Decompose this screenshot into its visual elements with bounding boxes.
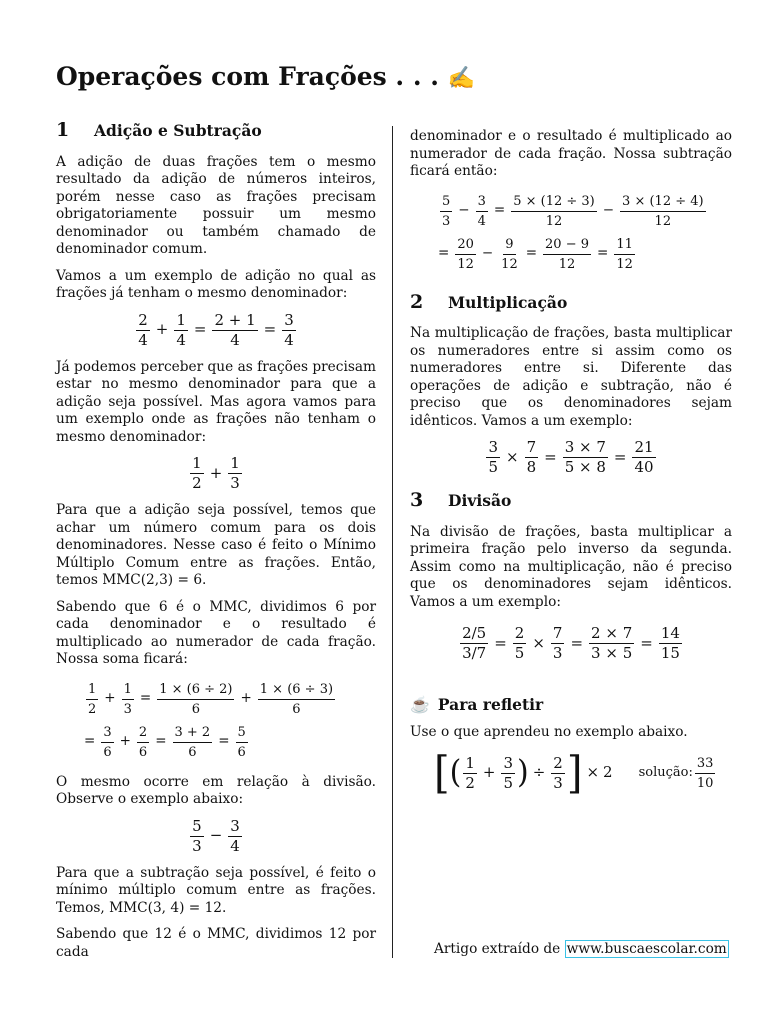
operator: − [209, 826, 223, 845]
fraction [551, 625, 565, 662]
fraction [173, 724, 213, 761]
denominator: 12 [545, 213, 563, 229]
equation-addition-same-denominator [56, 312, 376, 349]
writing-hand-icon: ✍ [447, 66, 476, 91]
operator: + [104, 690, 116, 707]
fraction [137, 724, 149, 761]
equation-division [410, 625, 732, 662]
section-title: Multiplicação [448, 292, 568, 312]
operator: − [481, 245, 494, 262]
numerator: 7 [552, 624, 563, 642]
fraction [513, 625, 527, 662]
fraction [614, 236, 635, 273]
operator: = [193, 320, 207, 339]
section-title: Para refletir [437, 695, 544, 714]
numerator: 5 [192, 816, 202, 835]
fraction [228, 818, 242, 855]
fraction [157, 681, 234, 718]
operator: = [155, 733, 167, 750]
fraction [463, 755, 477, 792]
page-title [56, 62, 475, 91]
operator: + [209, 463, 223, 482]
fraction [174, 312, 188, 349]
operator: ÷ [532, 763, 546, 782]
denominator: 4 [230, 836, 240, 855]
section-number: 1 [56, 119, 70, 141]
numerator: 3 × (12 ÷ 4) [620, 193, 706, 212]
operator: = [544, 447, 557, 466]
denominator: 5 [503, 773, 513, 792]
section-title: Divisão [448, 491, 512, 510]
numerator: 2 [553, 753, 563, 772]
numerator: 2 [138, 310, 148, 329]
operator: = [493, 202, 506, 219]
right-column [410, 128, 732, 803]
denominator: 12 [501, 256, 518, 272]
numerator: 1 × (6 ÷ 3) [258, 681, 335, 700]
numerator: 14 [660, 624, 680, 642]
numerator: 33 [695, 755, 716, 774]
numerator: 3 [230, 816, 240, 835]
section-heading-reflect [410, 696, 732, 714]
column-divider [392, 126, 393, 958]
denominator: 4 [284, 330, 294, 349]
denominator: 3 × 5 [591, 644, 633, 662]
fraction [501, 755, 515, 792]
fraction [440, 193, 452, 230]
operator: + [155, 320, 169, 339]
operator: = [640, 633, 653, 652]
right-paren: ) [517, 754, 529, 791]
numerator: 3 × 7 [564, 438, 606, 456]
fraction [236, 724, 248, 761]
numerator: 1 [192, 454, 202, 472]
multiplier: 2 [603, 763, 613, 782]
denominator: 3 [553, 773, 563, 792]
equation-subtraction-mmc [410, 190, 732, 276]
numerator: 1 [465, 753, 475, 772]
coffee-cup-icon: ☕ [410, 695, 430, 714]
numerator: 5 [236, 724, 248, 743]
operator: = [84, 733, 96, 750]
fraction [258, 681, 335, 718]
denominator: 5 × 8 [564, 458, 606, 476]
fraction [476, 193, 488, 230]
fraction [511, 193, 597, 230]
denominator: 40 [634, 458, 654, 476]
equation-row [438, 193, 708, 230]
operator: + [119, 733, 131, 750]
fraction [563, 439, 608, 476]
denominator: 3 [123, 701, 132, 717]
numerator: 3 + 2 [173, 724, 213, 743]
numerator: 1 [176, 310, 186, 329]
section-number: 3 [410, 489, 424, 511]
fraction [101, 724, 113, 761]
equation-subtraction [56, 818, 376, 855]
operator: − [458, 202, 470, 219]
numerator: 2 + 1 [214, 310, 256, 329]
footer-credit [434, 941, 729, 957]
operator: = [570, 633, 584, 652]
right-bracket: ] [566, 747, 583, 799]
operator: + [240, 690, 252, 707]
numerator: 1 × (6 ÷ 2) [157, 681, 234, 700]
numerator: 5 × (12 ÷ 3) [511, 193, 597, 212]
left-column [56, 119, 376, 970]
paragraph: denominador e o resultado é multiplicado ao numerador de cada fração. Nossa subtração ficará então: [410, 128, 732, 179]
denominator: 6 [191, 701, 200, 717]
fraction [282, 312, 296, 349]
numerator: 7 [526, 438, 537, 456]
denominator: 2 [88, 701, 97, 717]
denominator: 12 [616, 256, 633, 272]
fraction [632, 439, 655, 476]
fraction [122, 681, 134, 718]
numerator: 11 [614, 236, 635, 255]
fraction [212, 312, 257, 349]
numerator: 21 [634, 438, 654, 456]
denominator: 12 [457, 256, 474, 272]
section-heading-3 [410, 489, 732, 511]
fraction [460, 625, 488, 662]
denominator: 5 [514, 644, 525, 662]
denominator: 12 [558, 256, 576, 272]
fraction [589, 625, 634, 662]
denominator: 4 [138, 330, 148, 349]
denominator: 5 [488, 458, 498, 476]
numerator: 1 [86, 681, 98, 700]
denominator: 2 [465, 773, 475, 792]
section-title: Adição e Subtração [94, 121, 262, 140]
fraction [228, 455, 242, 492]
denominator: 6 [138, 744, 148, 760]
paragraph: Já podemos perceber que as frações precisam estar no mesmo denominador para que a adição seja possível. Mas agora vamos para um exemplo onde as frações não tenham o mesmo denominador: [56, 358, 376, 445]
solution-label: solução: [638, 765, 693, 781]
fraction [499, 236, 520, 273]
denominator: 15 [660, 644, 680, 662]
section-heading-1 [56, 119, 376, 141]
section-heading-2 [410, 290, 732, 313]
denominator: 3/7 [462, 644, 487, 662]
paragraph: Sabendo que 6 é o MMC, dividimos 6 por cada denominador e o resultado é multiplicado ao numerador de cada fração. Nossa soma ficará: [56, 598, 376, 667]
numerator: 3 [503, 753, 513, 772]
operator: = [525, 245, 538, 262]
operator: − [602, 202, 615, 219]
operator: × [586, 763, 600, 782]
equation-multiplication [410, 439, 732, 476]
numerator: 9 [503, 236, 515, 255]
solution-fraction [695, 755, 716, 792]
operator: × [505, 447, 519, 466]
equation-row [84, 681, 337, 718]
fraction [190, 818, 204, 855]
paragraph: Para que a adição seja possível, temos que achar um número comum para os dois denominadores. Nesse caso é feito o Mínimo Múltiplo Comum entre as frações. Então, temos MMC(2,3) = 6. [56, 502, 376, 588]
numerator: 3 [488, 438, 498, 456]
fraction [543, 236, 591, 273]
paragraph: Para que a subtração seja possível, é feito o mínimo múltiplo comum entre as frações. Temos, MMC(3, 4) = 12. [56, 864, 376, 916]
paragraph: Na divisão de frações, basta multiplicar a primeira fração pelo inverso da segunda. Assim como na multiplicação, não é preciso que os denominadores sejam idênticos. Vamos a um exemplo: [410, 523, 732, 610]
numerator: 2 [514, 624, 525, 642]
fraction [190, 455, 204, 492]
operator: = [613, 447, 627, 466]
fraction [525, 439, 539, 476]
equation-row [84, 724, 250, 761]
denominator: 3 [192, 836, 202, 855]
denominator: 10 [696, 775, 714, 791]
operator: = [597, 245, 609, 262]
equation-addition-different-denominator [56, 455, 376, 492]
denominator: 6 [188, 744, 197, 760]
paragraph: Use o que aprendeu no exemplo abaixo. [410, 723, 688, 740]
denominator: 3 [442, 213, 451, 229]
numerator: 20 − 9 [543, 236, 591, 255]
numerator: 3 [284, 310, 294, 329]
fraction [455, 236, 476, 273]
numerator: 2/5 [462, 624, 487, 642]
denominator: 3 [552, 644, 563, 662]
numerator: 3 [476, 193, 488, 212]
left-bracket: [ [434, 747, 450, 799]
denominator: 12 [654, 213, 672, 229]
paragraph: Sabendo que 12 é o MMC, dividimos 12 por cada [56, 926, 376, 960]
equation-exercise [410, 747, 732, 799]
operator: = [494, 633, 507, 652]
operator: = [139, 690, 152, 707]
equation-sum-mmc [56, 678, 376, 764]
equation-row [438, 236, 637, 273]
operator: = [263, 320, 277, 339]
fraction [620, 193, 706, 230]
denominator: 2 [192, 474, 202, 492]
fraction [659, 625, 682, 662]
denominator: 6 [237, 744, 246, 760]
denominator: 4 [230, 330, 240, 349]
denominator: 6 [103, 744, 112, 760]
numerator: 20 [455, 236, 476, 255]
denominator: 8 [526, 458, 537, 476]
denominator: 4 [477, 213, 486, 229]
paragraph: Vamos a um exemplo de adição no qual as frações já tenham o mesmo denominador: [56, 267, 376, 301]
fraction [551, 755, 565, 792]
paragraph: O mesmo ocorre em relação à divisão. Observe o exemplo abaixo: [56, 773, 376, 807]
numerator: 2 × 7 [591, 624, 633, 642]
numerator: 2 [137, 724, 149, 743]
section-number: 2 [410, 290, 424, 313]
left-paren: ( [449, 754, 462, 791]
fraction [136, 312, 150, 349]
paragraph: Na multiplicação de frações, basta multiplicar os numeradores entre si assim como os numeradores entre si. Diferente das operações de adição e subtração, não é preciso que os denominadores sejam idênticos. Vamos a um exemplo: [410, 325, 732, 429]
numerator: 3 [101, 724, 113, 743]
fraction [486, 439, 500, 476]
fraction [86, 681, 98, 718]
paragraph: A adição de duas frações tem o mesmo resultado da adição de números inteiros, porém nesse caso as frações precisam obrigatoriamente possuir um mesmo denominador ou também chamado de denominador comum. [56, 153, 376, 257]
operator: = [218, 733, 230, 750]
footer-text: Artigo extraído de [434, 941, 565, 957]
operator: = [438, 245, 450, 262]
numerator: 5 [440, 193, 452, 212]
numerator: 1 [122, 681, 134, 700]
denominator: 6 [292, 701, 301, 717]
denominator: 3 [230, 474, 240, 492]
page-title-text: Operações com Frações . . . [56, 62, 439, 91]
operator: + [482, 763, 496, 782]
operator: × [532, 633, 545, 652]
source-link[interactable]: www.buscaescolar.com [566, 941, 727, 957]
numerator: 1 [230, 454, 240, 472]
denominator: 4 [176, 330, 186, 349]
